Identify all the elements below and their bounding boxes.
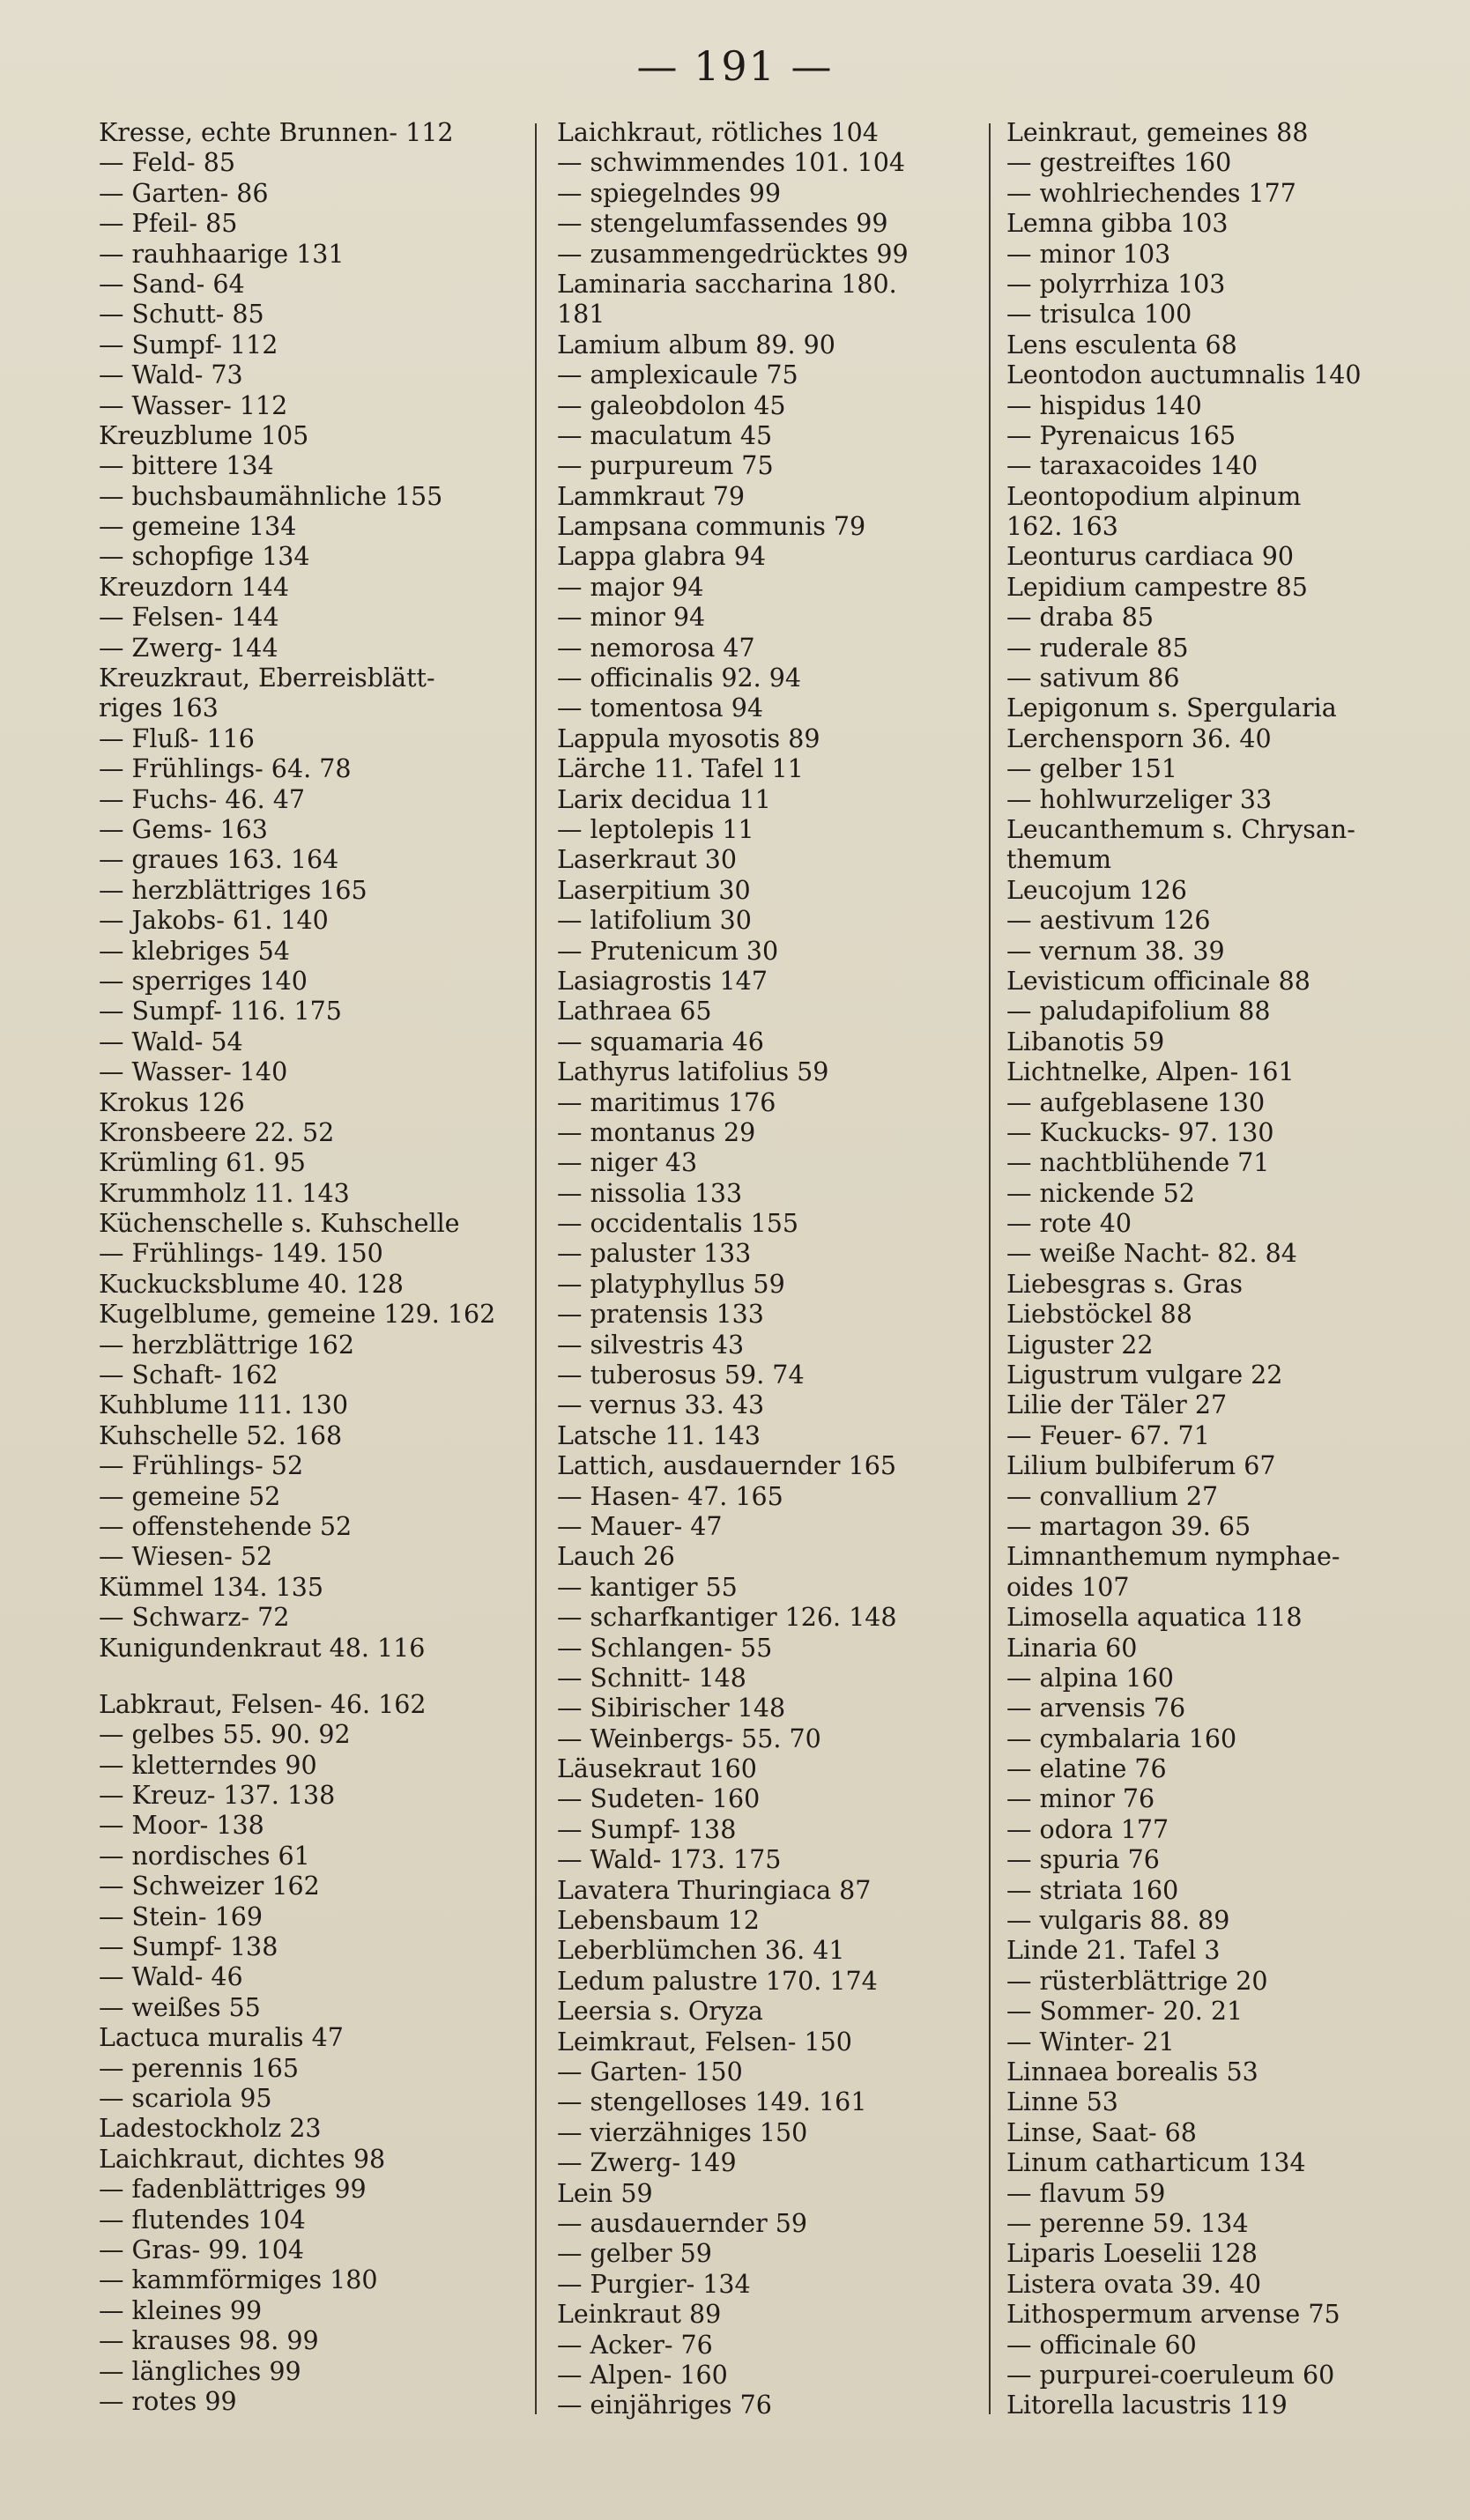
index-entry: — kammförmiges 180 — [99, 2265, 378, 2295]
index-entry: — Gems- 163 — [99, 814, 268, 844]
index-entry: — latifolium 30 — [557, 906, 752, 936]
index-entry: Limnanthemum nymphae- — [1006, 1542, 1340, 1572]
index-entry: — Frühlings- 149. 150 — [99, 1239, 383, 1269]
index-entry: Kreuzblume 105 — [99, 420, 309, 450]
index-entry: Läusekraut 160 — [557, 1754, 757, 1784]
index-entry: — elatine 76 — [1006, 1754, 1167, 1784]
index-entry: — Pfeil- 85 — [99, 209, 238, 239]
index-entry: Limosella aquatica 118 — [1006, 1603, 1303, 1633]
index-entry: — vernus 33. 43 — [557, 1390, 765, 1420]
index-entry: — Frühlings- 52 — [99, 1451, 304, 1481]
index-entry: — rüsterblättrige 20 — [1006, 1966, 1268, 1996]
index-entry: Kreuzkraut, Eberreisblätt- — [99, 663, 435, 693]
index-entry: Levisticum officinale 88 — [1006, 966, 1310, 996]
index-entry: — Wasser- 140 — [99, 1057, 288, 1087]
index-entry: — Sudeten- 160 — [557, 1784, 761, 1814]
index-entry: — stengelumfassendes 99 — [557, 209, 888, 239]
index-entry: — perenne 59. 134 — [1006, 2208, 1249, 2238]
index-entry: Leucanthemum s. Chrysan- — [1006, 814, 1355, 844]
index-entry: — pratensis 133 — [557, 1300, 764, 1330]
index-entry: Linne 53 — [1006, 2087, 1118, 2117]
index-entry: — Wald- 173. 175 — [557, 1845, 782, 1875]
index-entry: Leinkraut 89 — [557, 2300, 722, 2330]
index-entry: Leonturus cardiaca 90 — [1006, 542, 1294, 572]
index-entry: — Kreuz- 137. 138 — [99, 1781, 336, 1811]
index-entry: — gelber 59 — [557, 2239, 712, 2269]
index-entry: — paludapifolium 88 — [1006, 997, 1271, 1027]
index-entry: Ligustrum vulgare 22 — [1006, 1360, 1283, 1390]
index-entry: — Sumpf- 116. 175 — [99, 997, 342, 1027]
index-entry: Leucojum 126 — [1006, 875, 1187, 905]
index-entry: — nissolia 133 — [557, 1178, 743, 1208]
index-entry: — cymbalaria 160 — [1006, 1723, 1237, 1753]
index-entry: — draba 85 — [1006, 603, 1154, 633]
index-entry: — wohlriechendes 177 — [1006, 178, 1296, 208]
index-entry: Krümling 61. 95 — [99, 1148, 306, 1178]
index-entry: — taraxacoides 140 — [1006, 451, 1258, 481]
index-entry: — nemorosa 47 — [557, 633, 755, 663]
index-entry: Linde 21. Tafel 3 — [1006, 1936, 1221, 1966]
index-entry: — nickende 52 — [1006, 1178, 1195, 1208]
index-entry: — occidentalis 155 — [557, 1209, 798, 1239]
index-entry: Laserkraut 30 — [557, 845, 738, 875]
index-entry: Lein 59 — [557, 2178, 653, 2208]
index-entry: Lasiagrostis 147 — [557, 966, 768, 996]
index-entry: Lampsana communis 79 — [557, 512, 866, 542]
index-entry: — Frühlings- 64. 78 — [99, 754, 352, 784]
index-entry: — Wiesen- 52 — [99, 1542, 273, 1572]
index-entry: — leptolepis 11 — [557, 814, 754, 844]
index-entry: — Feuer- 67. 71 — [1006, 1420, 1210, 1450]
index-entry: — officinale 60 — [1006, 2330, 1197, 2360]
index-entry: Lappa glabra 94 — [557, 542, 766, 572]
index-entry: 162. 163 — [1006, 512, 1118, 542]
index-entry: — niger 43 — [557, 1148, 698, 1178]
index-entry: Lebensbaum 12 — [557, 1906, 760, 1936]
index-entry: — sperriges 140 — [99, 966, 308, 996]
index-entry: — buchsbaumähnliche 155 — [99, 481, 443, 511]
index-entry: Kunigundenkraut 48. 116 — [99, 1633, 426, 1663]
index-entry: — Sommer- 20. 21 — [1006, 1997, 1244, 2027]
index-entry: Kronsbeere 22. 52 — [99, 1117, 335, 1147]
index-entry: Lithospermum arvense 75 — [1006, 2300, 1340, 2330]
index-entry: Libanotis 59 — [1006, 1027, 1165, 1056]
index-entry: 181 — [557, 300, 605, 330]
index-entry: — flavum 59 — [1006, 2178, 1166, 2208]
index-entry: — vernum 38. 39 — [1006, 936, 1225, 966]
index-entry: — amplexicaule 75 — [557, 360, 798, 390]
index-entry: Leersia s. Oryza — [557, 1997, 763, 2027]
index-entry: — klebriges 54 — [99, 936, 290, 966]
index-entry: — Hasen- 47. 165 — [557, 1481, 783, 1511]
index-entry: — hispidus 140 — [1006, 390, 1202, 420]
index-entry: — major 94 — [557, 572, 704, 602]
index-entry: Kugelblume, gemeine 129. 162 — [99, 1300, 496, 1330]
index-entry: — nachtblühende 71 — [1006, 1148, 1270, 1178]
index-entry: — Sumpf- 138 — [99, 1932, 278, 1962]
index-entry: — Schnitt- 148 — [557, 1663, 746, 1693]
index-entry: — gelber 151 — [1006, 754, 1177, 784]
index-entry: — odora 177 — [1006, 1814, 1169, 1844]
index-entry: — Mauer- 47 — [557, 1511, 723, 1541]
index-entry: Ledum palustre 170. 174 — [557, 1966, 878, 1996]
index-entry: — sativum 86 — [1006, 663, 1180, 693]
index-entry: Laminaria saccharina 180. — [557, 269, 897, 299]
index-entry: Lepigonum s. Spergularia — [1006, 693, 1337, 723]
index-entry: — Prutenicum 30 — [557, 936, 779, 966]
index-entry: — Winter- 21 — [1006, 2027, 1175, 2057]
index-entry: Lamium album 89. 90 — [557, 330, 835, 359]
index-entry: Lattich, ausdauernder 165 — [557, 1451, 896, 1481]
index-entry: — gelbes 55. 90. 92 — [99, 1720, 351, 1750]
index-entry: — kleines 99 — [99, 2295, 263, 2325]
index-entry: Leontodon auctumnalis 140 — [1006, 360, 1362, 390]
index-entry: — Jakobs- 61. 140 — [99, 906, 329, 936]
index-entry: — Feld- 85 — [99, 148, 235, 178]
index-entry: — schopfige 134 — [99, 542, 310, 572]
index-entry: — Zwerg- 149 — [557, 2148, 737, 2178]
index-entry: — Gras- 99. 104 — [99, 2235, 305, 2264]
index-entry: Kuhblume 111. 130 — [99, 1390, 348, 1420]
index-entry: — scharfkantiger 126. 148 — [557, 1603, 897, 1633]
index-entry: — Felsen- 144 — [99, 603, 279, 633]
index-entry: Lärche 11. Tafel 11 — [557, 754, 804, 784]
index-entry: Linaria 60 — [1006, 1633, 1138, 1663]
index-entry: themum — [1006, 845, 1112, 875]
index-entry: — tuberosus 59. 74 — [557, 1360, 805, 1390]
index-entry: — gemeine 134 — [99, 512, 297, 542]
index-entry: Kresse, echte Brunnen- 112 — [99, 118, 454, 147]
index-entry: — paluster 133 — [557, 1239, 752, 1269]
index-entry: — ausdauernder 59 — [557, 2208, 808, 2238]
index-entry: — flutendes 104 — [99, 2205, 306, 2235]
index-column-3 — [1006, 118, 1447, 2421]
index-entry: — Wald- 46 — [99, 1962, 243, 1992]
index-entry: — minor 103 — [1006, 239, 1171, 269]
index-entry: — montanus 29 — [557, 1117, 756, 1147]
index-entry: — Stein- 169 — [99, 1901, 263, 1931]
index-entry: Latsche 11. 143 — [557, 1420, 761, 1450]
index-entry: — Kuckucks- 97. 130 — [1006, 1117, 1274, 1147]
index-entry: Lauch 26 — [557, 1542, 675, 1572]
index-entry: — purpureum 75 — [557, 451, 774, 481]
index-entry: — Sumpf- 112 — [99, 330, 278, 359]
index-entry: — Acker- 76 — [557, 2330, 713, 2360]
index-entry: Liebstöckel 88 — [1006, 1300, 1192, 1330]
index-entry: — weiße Nacht- 82. 84 — [1006, 1239, 1297, 1269]
index-entry: Laichkraut, dichtes 98 — [99, 2144, 386, 2174]
index-entry: Lammkraut 79 — [557, 481, 745, 511]
index-entry: — rotes 99 — [99, 2386, 237, 2416]
index-entry: — weißes 55 — [99, 1992, 261, 2022]
page-number: — 191 — — [636, 42, 834, 90]
index-entry: — maritimus 176 — [557, 1087, 776, 1117]
index-entry: — vierzähniges 150 — [557, 2117, 808, 2147]
index-entry: — platyphyllus 59 — [557, 1269, 785, 1299]
index-entry: oides 107 — [1006, 1572, 1130, 1602]
index-entry: — Schlangen- 55 — [557, 1633, 773, 1663]
index-entry: Lactuca muralis 47 — [99, 2023, 344, 2053]
index-entry: riges 163 — [99, 693, 219, 723]
index-entry: — graues 163. 164 — [99, 845, 339, 875]
index-entry: Ladestockholz 23 — [99, 2114, 322, 2144]
index-entry: Laichkraut, rötliches 104 — [557, 118, 879, 147]
index-entry: — Zwerg- 144 — [99, 633, 278, 663]
index-entry: — spuria 76 — [1006, 1845, 1160, 1875]
index-entry: — gemeine 52 — [99, 1481, 281, 1511]
index-entry: — purpurei-coeruleum 60 — [1006, 2360, 1335, 2390]
index-entry: — Fluß- 116 — [99, 723, 255, 753]
index-column-2 — [557, 118, 980, 2421]
index-entry: — scariola 95 — [99, 2084, 272, 2113]
index-entry: Kümmel 134. 135 — [99, 1572, 324, 1602]
index-entry: — stengelloses 149. 161 — [557, 2087, 867, 2117]
index-entry: — galeobdolon 45 — [557, 390, 786, 420]
index-entry: — zusammengedrücktes 99 — [557, 239, 909, 269]
index-entry: Lilie der Täler 27 — [1006, 1390, 1228, 1420]
index-entry: — herzblättriges 165 — [99, 875, 368, 905]
index-entry: — Wald- 54 — [99, 1027, 243, 1056]
index-entry: — Schutt- 85 — [99, 300, 264, 330]
index-entry: — officinalis 92. 94 — [557, 663, 802, 693]
index-entry: Lepidium campestre 85 — [1006, 572, 1308, 602]
index-entry: — längliches 99 — [99, 2356, 301, 2386]
index-entry: Liguster 22 — [1006, 1330, 1154, 1360]
index-entry: Linse, Saat- 68 — [1006, 2117, 1197, 2147]
index-entry: — gestreiftes 160 — [1006, 148, 1232, 178]
index-entry: — perennis 165 — [99, 2053, 300, 2083]
index-entry: — nordisches 61 — [99, 1841, 310, 1871]
index-entry: Leimkraut, Felsen- 150 — [557, 2027, 852, 2057]
index-entry: — Garten- 86 — [99, 178, 269, 208]
index-entry: Labkraut, Felsen- 46. 162 — [99, 1689, 427, 1719]
index-entry: — offenstehende 52 — [99, 1511, 353, 1541]
index-entry: Küchenschelle s. Kuhschelle — [99, 1209, 460, 1239]
index-entry: Kuhschelle 52. 168 — [99, 1420, 343, 1450]
index-entry: — rauhhaarige 131 — [99, 239, 345, 269]
index-column-1 — [99, 118, 520, 2417]
index-entry: — Sibirischer 148 — [557, 1694, 786, 1723]
index-entry: — polyrrhiza 103 — [1006, 269, 1226, 299]
index-entry: Lappula myosotis 89 — [557, 723, 820, 753]
index-entry: — arvensis 76 — [1006, 1694, 1186, 1723]
index-entry: — Weinbergs- 55. 70 — [557, 1723, 821, 1753]
index-entry: — bittere 134 — [99, 451, 274, 481]
index-entry: — einjähriges 76 — [557, 2390, 772, 2420]
index-entry: — ruderale 85 — [1006, 633, 1189, 663]
index-entry: — vulgaris 88. 89 — [1006, 1906, 1230, 1936]
index-entry: — Wald- 73 — [99, 360, 243, 390]
index-entry: Lemna gibba 103 — [1006, 209, 1229, 239]
index-entry: — Pyrenaicus 165 — [1006, 420, 1236, 450]
index-entry: — Purgier- 134 — [557, 2269, 751, 2299]
index-entry: — Wasser- 112 — [99, 390, 288, 420]
index-entry: — Schwarz- 72 — [99, 1603, 290, 1633]
index-entry: — aufgeblasene 130 — [1006, 1087, 1266, 1117]
index-entry: — krauses 98. 99 — [99, 2326, 319, 2356]
index-entry: — Sand- 64 — [99, 269, 245, 299]
index-entry: Listera ovata 39. 40 — [1006, 2269, 1262, 2299]
index-entry: Larix decidua 11 — [557, 784, 771, 814]
index-entry: — trisulca 100 — [1006, 300, 1192, 330]
index-entry: — maculatum 45 — [557, 420, 773, 450]
index-entry: Krummholz 11. 143 — [99, 1178, 350, 1208]
index-entry: — minor 94 — [557, 603, 706, 633]
index-entry: — kantiger 55 — [557, 1572, 738, 1602]
index-entry: Lens esculenta 68 — [1006, 330, 1237, 359]
index-entry: Leberblümchen 36. 41 — [557, 1936, 845, 1966]
index-entry: Leinkraut, gemeines 88 — [1006, 118, 1309, 147]
index-entry: — kletterndes 90 — [99, 1750, 317, 1780]
index-entry: Kreuzdorn 144 — [99, 572, 289, 602]
index-entry: — Schaft- 162 — [99, 1360, 278, 1390]
index-entry: Lilium bulbiferum 67 — [1006, 1451, 1276, 1481]
index-entry: Laserpitium 30 — [557, 875, 751, 905]
index-entry: Kuckucksblume 40. 128 — [99, 1269, 404, 1299]
index-entry: Linnaea borealis 53 — [1006, 2057, 1258, 2086]
index-entry: — fadenblättriges 99 — [99, 2175, 367, 2205]
index-entry: — martagon 39. 65 — [1006, 1511, 1251, 1541]
index-entry: Liparis Loeselii 128 — [1006, 2239, 1258, 2269]
index-entry: — squamaria 46 — [557, 1027, 764, 1056]
index-entry: Linum catharticum 134 — [1006, 2148, 1306, 2178]
index-entry: — convallium 27 — [1006, 1481, 1219, 1511]
index-entry: Litorella lacustris 119 — [1006, 2390, 1288, 2420]
index-entry: Lichtnelke, Alpen- 161 — [1006, 1057, 1295, 1087]
index-entry: Lathyrus latifolius 59 — [557, 1057, 829, 1087]
index-entry: — alpina 160 — [1006, 1663, 1174, 1693]
section-gap — [99, 1664, 520, 1690]
column-divider — [535, 123, 537, 2414]
index-entry: — aestivum 126 — [1006, 906, 1211, 936]
index-entry: — Schweizer 162 — [99, 1871, 320, 1901]
index-entry: — Alpen- 160 — [557, 2360, 728, 2390]
index-entry: Lavatera Thuringiaca 87 — [557, 1875, 872, 1905]
index-entry: — striata 160 — [1006, 1875, 1179, 1905]
index-entry: — tomentosa 94 — [557, 693, 763, 723]
index-entry: — minor 76 — [1006, 1784, 1155, 1814]
index-entry: — silvestris 43 — [557, 1330, 745, 1360]
index-entry: Liebesgras s. Gras — [1006, 1269, 1243, 1299]
index-entry: — Sumpf- 138 — [557, 1814, 737, 1844]
index-entry: — Garten- 150 — [557, 2057, 743, 2086]
index-entry: Krokus 126 — [99, 1087, 245, 1117]
index-entry: Lathraea 65 — [557, 997, 712, 1027]
index-entry: — rote 40 — [1006, 1209, 1132, 1239]
column-divider — [989, 123, 991, 2414]
index-entry: — hohlwurzeliger 33 — [1006, 784, 1273, 814]
index-entry: Leontopodium alpinum — [1006, 481, 1302, 511]
index-entry: — Moor- 138 — [99, 1811, 264, 1841]
index-entry: — herzblättrige 162 — [99, 1330, 354, 1360]
index-entry: — spiegelndes 99 — [557, 178, 782, 208]
index-entry: — Fuchs- 46. 47 — [99, 784, 305, 814]
index-entry: Lerchensporn 36. 40 — [1006, 723, 1272, 753]
index-entry: — schwimmendes 101. 104 — [557, 148, 905, 178]
